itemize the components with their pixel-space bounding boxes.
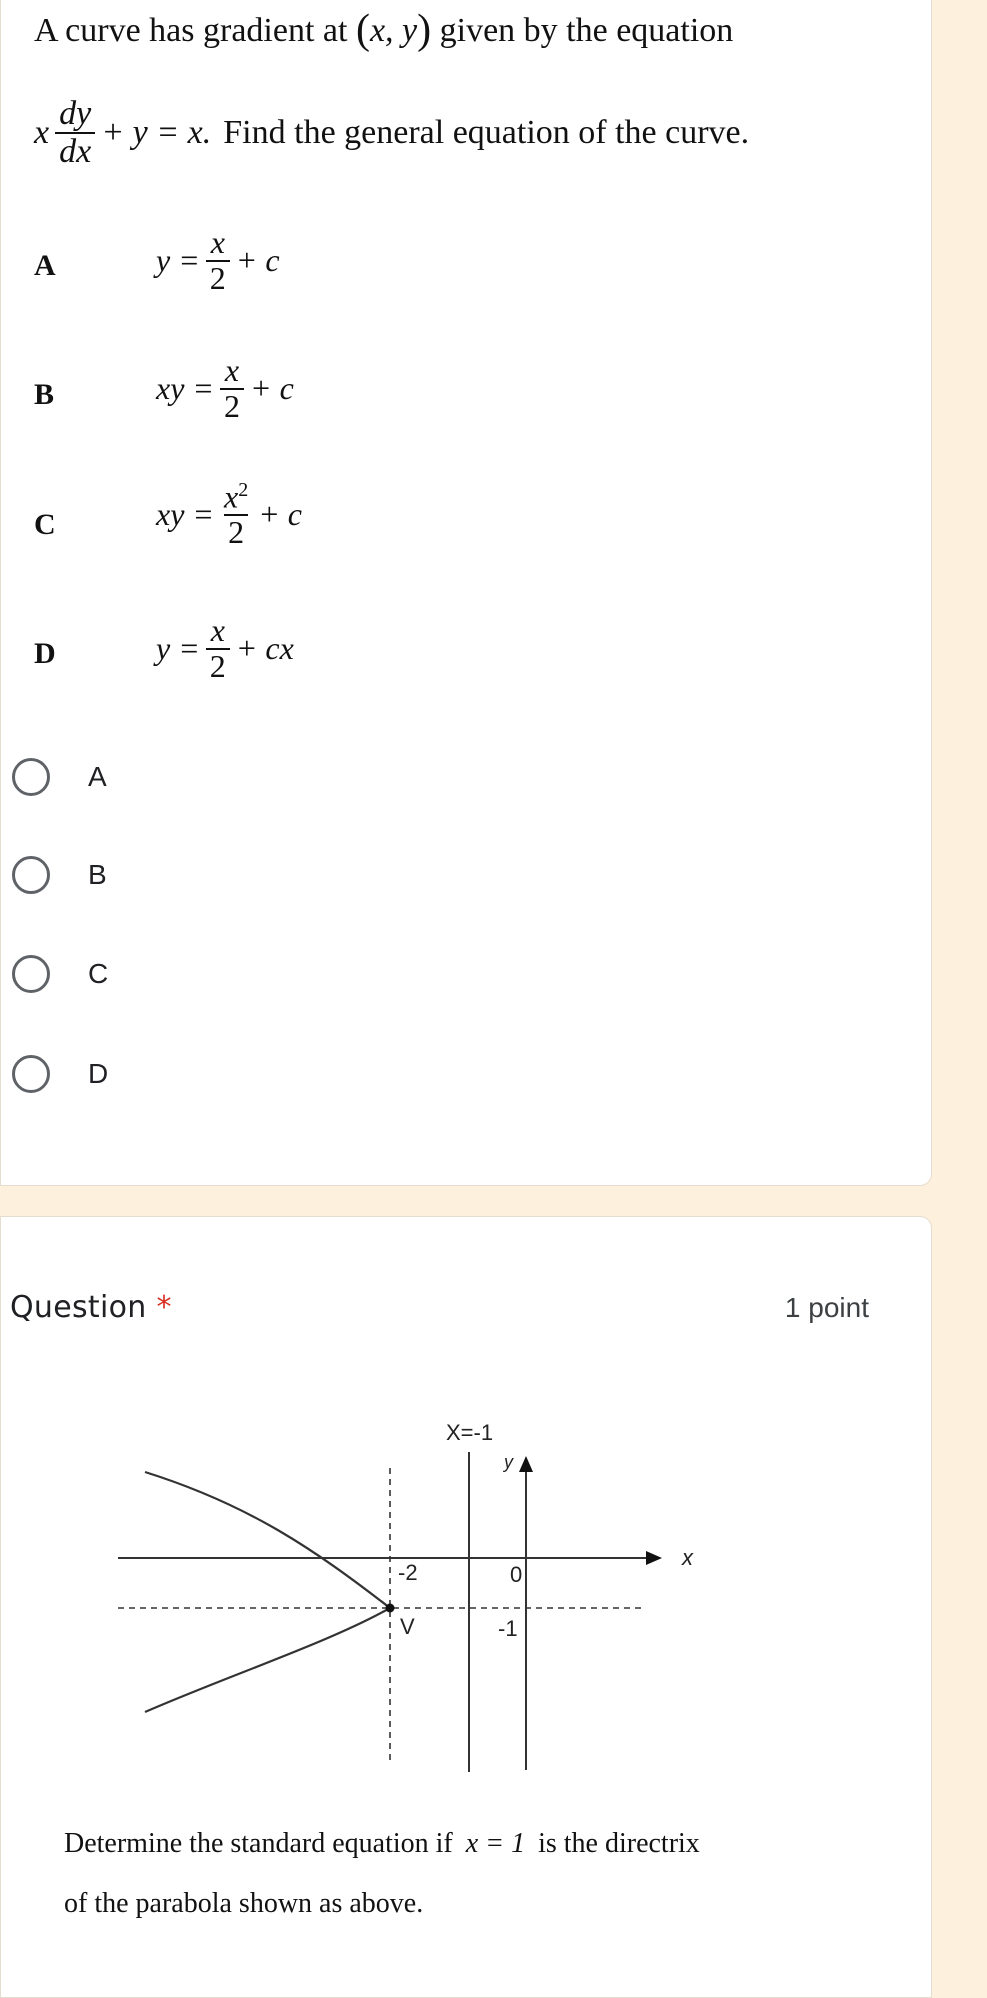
vertex-label: V: [400, 1614, 415, 1639]
origin-label: 0: [510, 1562, 523, 1587]
x-axis-label: x: [682, 1545, 693, 1570]
radio-button[interactable]: [12, 1055, 50, 1093]
question-title: Question *: [10, 1290, 172, 1325]
derivative-fraction: $\frac{dy}{dx}$: [55, 96, 95, 169]
question-2-caption-line-1: Determine the standard equation if x = 1 is the directrix: [64, 1828, 700, 1859]
question-2-caption-line-2: of the parabola shown as above.: [64, 1888, 424, 1919]
radio-button[interactable]: [12, 955, 50, 993]
tick-label-minus-1: -1: [498, 1616, 518, 1641]
option-letter-d: D: [34, 637, 56, 670]
radio-button[interactable]: [12, 856, 50, 894]
option-letter-b: B: [34, 378, 55, 411]
line-label: X=-1: [446, 1420, 494, 1445]
option-formula-d: y = $\frac{x}{2}$ + cx: [156, 612, 294, 684]
radio-option-a[interactable]: A: [12, 758, 107, 796]
y-axis-arrow: [519, 1456, 533, 1472]
question-1-line-1: A curve has gradient at (x, y) given by the equation: [34, 7, 734, 53]
radio-option-d[interactable]: D: [12, 1055, 108, 1093]
option-formula-b: xy = $\frac{x}{2}$ + c: [156, 352, 294, 424]
option-letter-a: A: [34, 249, 56, 282]
radio-option-c[interactable]: C: [12, 955, 108, 993]
tick-label-minus-2: -2: [398, 1560, 418, 1585]
parabola-upper-branch: [145, 1472, 390, 1608]
parabola-lower-branch: [145, 1608, 390, 1712]
question-1-line-2: x $\frac{dy}{dx}$ + y = x. Find the general equation of the curve.: [34, 95, 750, 170]
points-label: 1 point: [784, 1292, 869, 1323]
option-formula-c: xy = $\frac{x^2}{2}$ + c: [156, 478, 302, 551]
x-axis-arrow: [646, 1551, 662, 1565]
vertex-point: [386, 1604, 395, 1613]
radio-button[interactable]: [12, 758, 50, 796]
required-asterisk: *: [156, 1290, 172, 1325]
y-axis-label: y: [504, 1452, 513, 1472]
parabola-figure: [100, 1410, 720, 1780]
radio-option-b[interactable]: B: [12, 856, 107, 894]
option-formula-a: y = $\frac{x}{2}$ + c: [156, 224, 280, 296]
option-letter-c: C: [34, 508, 56, 541]
